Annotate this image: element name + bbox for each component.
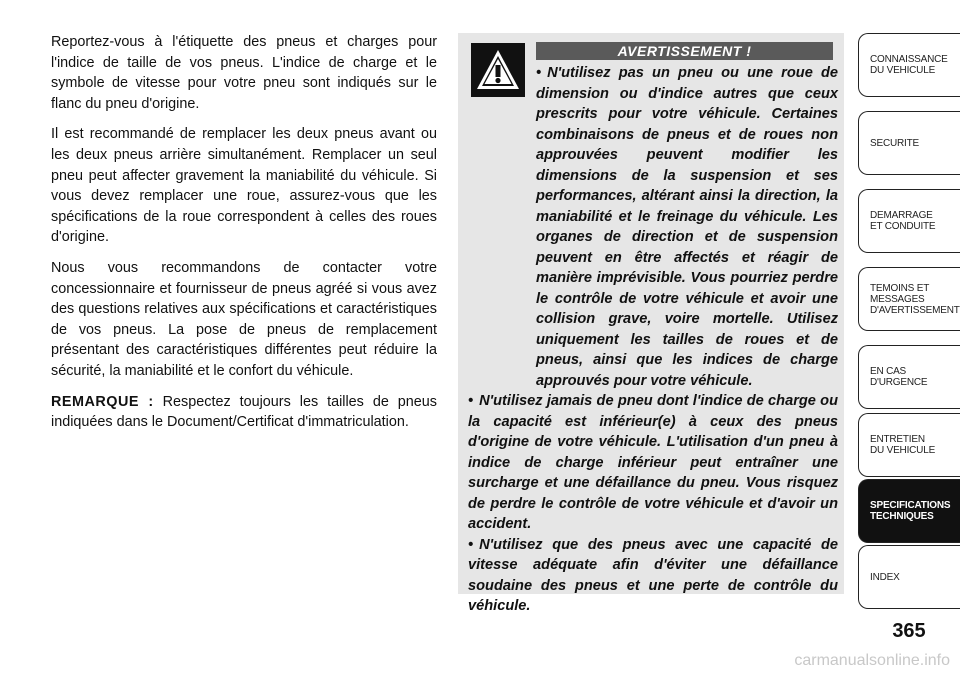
tab-securite[interactable] (858, 111, 960, 175)
bullet-marker: • (536, 65, 542, 81)
tab-label: SPECIFICATIONS TECHNIQUES (870, 500, 951, 522)
warning-bullet-text: N'utilisez pas un pneu ou une roue de dimension ou d'indice autres que ceux prescrits pour votre véhicule. Certaines combinaisons de pneus et de roues non approuvées peuvent modifier les dimensions de la suspension et ses performances, altérant ainsi la direction, la maniabilité et le freinage du véhicule. Les organes de direction et de suspension peuvent en être affectés et réagir de manière imprévisible. Vous pourriez perdre le contrôle de votre véhicule et avoir une collision grave, voire mortelle. Utilisez uniquement les tailles de roues et de pneus, ainsi que les indices de charge approuvés pour votre véhicule. (536, 65, 838, 389)
warning-bullet-text: N'utilisez que des pneus avec une capacité de vitesse adéquate afin d'éviter une défaillance soudaine des pneus et une perte de contrôle du véhicule. (468, 536, 838, 614)
tab-connaissance-du-vehicule[interactable] (858, 33, 960, 97)
tab-label: ENTRETIEN DU VEHICULE (870, 434, 936, 456)
bullet-marker: • (468, 393, 474, 409)
warning-box (458, 33, 844, 614)
bullet-marker: • (468, 536, 474, 553)
tab-en-cas-durgence[interactable] (858, 345, 960, 409)
tab-label: SECURITE (870, 137, 919, 149)
paragraph: Il est recommandé de remplacer les deux pneus avant ou les deux pneus arrière simultanément. Remplacer un seul pneu peut affecter gravement la maniabilité du véhicule. Si vous devez remplacer une roue, assurez-vous que les spécifications de la roue correspondent à celles des roues d'origine. (51, 126, 437, 246)
warning-title: AVERTISSEMENT ! (536, 42, 833, 60)
note-paragraph (51, 392, 437, 433)
paragraph: Nous vous recommandons de contacter votre concessionnaire et fournisseur de pneus agréé si vous avez des questions relatives aux spécifications et caractéristiques de vos pneus. La pose de pneus de remplacement présentant des caractéristiques différentes peut réduire la sécurité, la maniabilité et le confort du véhicule. (51, 259, 437, 379)
tab-specifications-techniques[interactable] (858, 479, 960, 543)
tab-label: EN CAS D'URGENCE (870, 366, 928, 388)
tab-demarrage-et-conduite[interactable] (858, 189, 960, 253)
body-text-column (51, 32, 437, 443)
tab-temoins-et-messages[interactable] (858, 267, 960, 331)
note-text: Respectez toujours les tailles de pneus indiquées dans le Document/Certificat d'immatriculation. (51, 393, 437, 431)
note-label: REMARQUE : (51, 393, 154, 410)
warning-text (468, 63, 838, 617)
warning-bullet-text: N'utilisez jamais de pneu dont l'indice de charge ou la capacité est inférieur(e) à ceux des pneus d'origine de votre véhicule. L'utilisation d'un pneu à indice de charge inférieur peut entraîner une surcharge et une défaillance du pneu. Vous risquez de perdre le contrôle de votre véhicule et d'avoir un accident. (468, 393, 838, 532)
page-number: 365 (892, 620, 926, 642)
tab-entretien-du-vehicule[interactable] (858, 413, 960, 477)
tab-label: TEMOINS ET MESSAGES D'AVERTISSEMENT (870, 282, 960, 316)
paragraph: Reportez-vous à l'étiquette des pneus et charges pour l'indice de taille de vos pneus. L'indice de charge et le symbole de vitesse pour votre pneu sont indiqués sur le flanc du pneu d'origine. (51, 34, 437, 112)
warning-bullet (468, 63, 838, 391)
tab-index[interactable] (858, 545, 960, 609)
watermark-text: carmanualsonline.info (794, 652, 950, 669)
tab-label: INDEX (870, 571, 900, 583)
warning-bullet (468, 535, 838, 617)
tab-label: DEMARRAGE ET CONDUITE (870, 210, 936, 232)
tab-label: CONNAISSANCE DU VEHICULE (870, 54, 948, 76)
warning-bullet (468, 391, 838, 535)
